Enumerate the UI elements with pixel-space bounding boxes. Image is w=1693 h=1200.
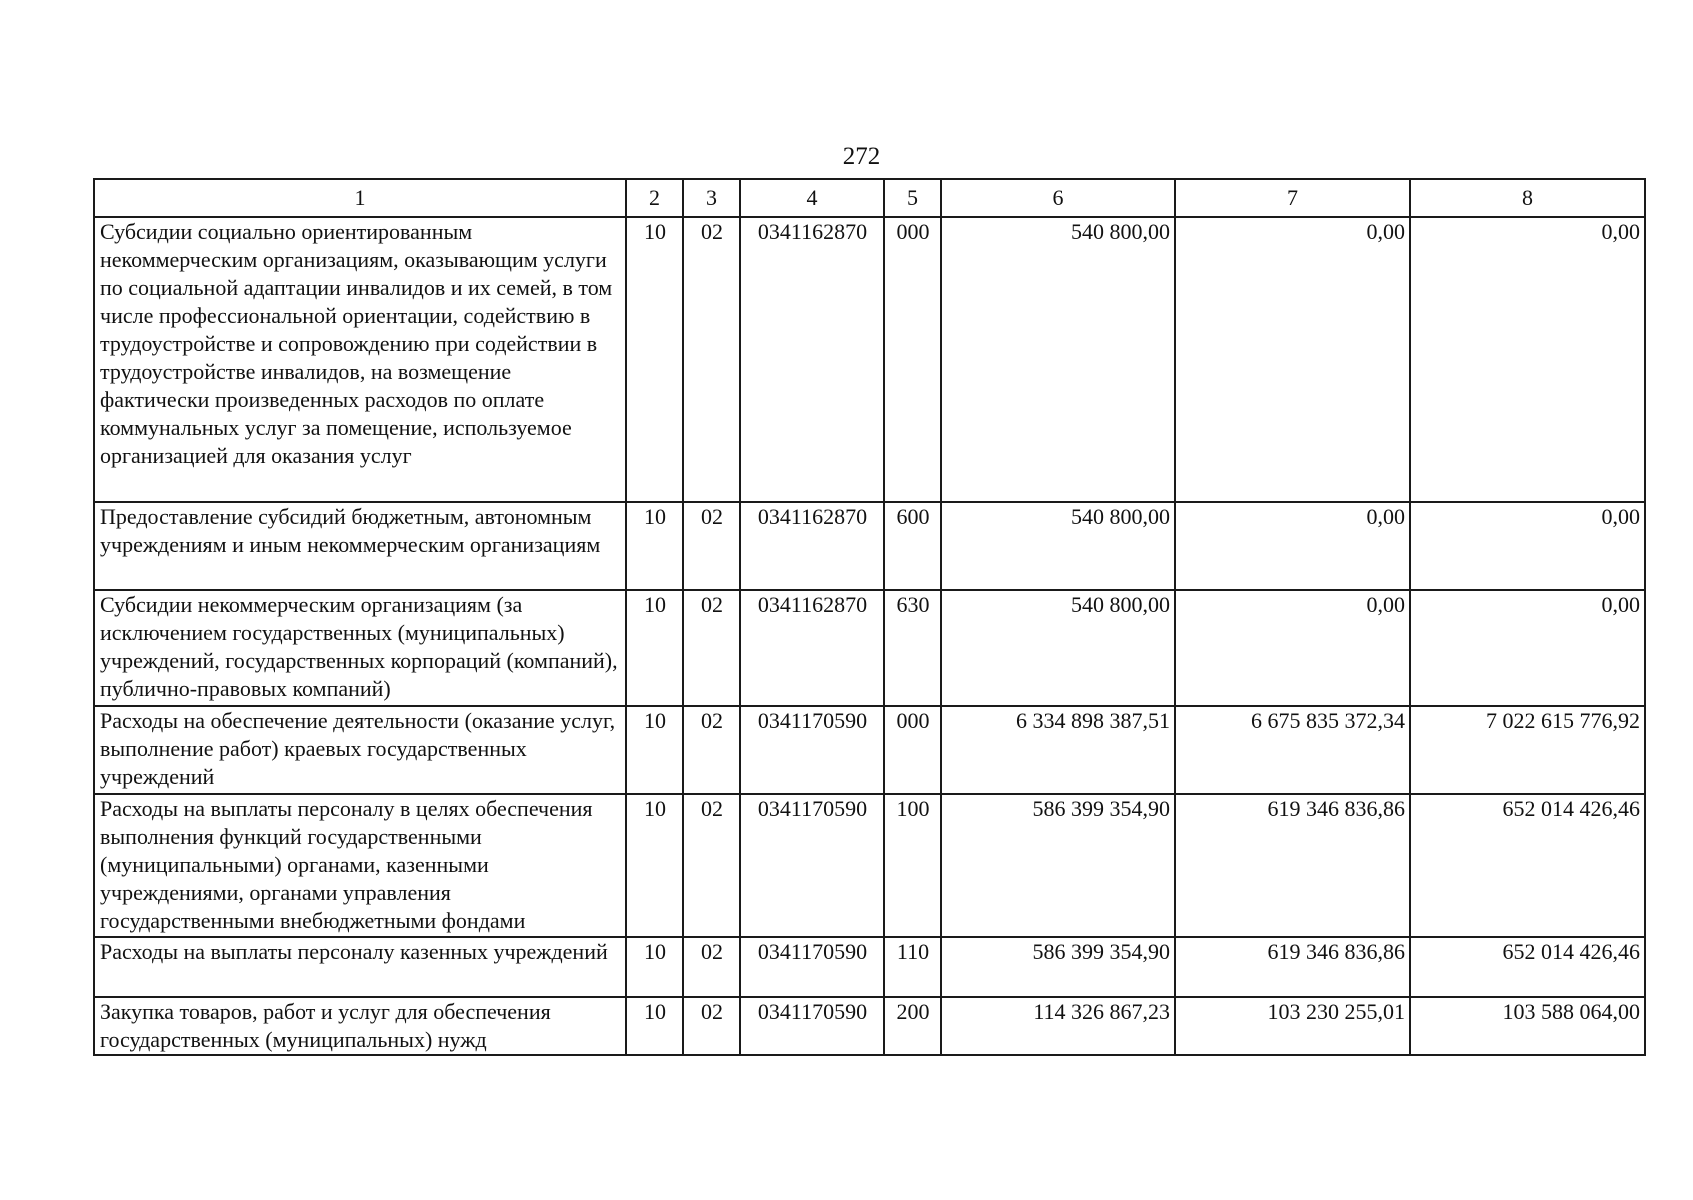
section-code: 10: [626, 217, 683, 502]
page-number: 272: [842, 143, 881, 170]
subsection-code: 02: [683, 937, 740, 997]
column-header-3: 3: [683, 179, 740, 217]
row-name: Субсидии социально ориентированным некоммерческим организациям, оказывающим услуги по социальной адаптации инвалидов и их семей, в том числе профессиональной ориентации, содействию в трудоустройстве и сопровождению при содействии в трудоустройстве инвалидов, на возмещение фактически произведенных расходов по оплате коммунальных услуг за помещение, используемое организацией для оказания услуг: [94, 217, 626, 502]
table-row: [94, 217, 1645, 502]
amount-col-7: 6 675 835 372,34: [1175, 706, 1410, 794]
column-header-8: 8: [1410, 179, 1645, 217]
subsection-code: 02: [683, 706, 740, 794]
amount-col-6: 540 800,00: [941, 590, 1175, 706]
table-row: [94, 794, 1645, 937]
row-name: Субсидии некоммерческим организациям (за исключением государственных (муниципальных) учреждений, государственных корпораций (компаний), публично-правовых компаний): [94, 590, 626, 706]
table-row: [94, 706, 1645, 794]
target-item-code: 0341162870: [740, 502, 884, 590]
amount-col-8: 0,00: [1410, 590, 1645, 706]
row-name: Расходы на выплаты персоналу казенных учреждений: [94, 937, 626, 997]
section-code: 10: [626, 502, 683, 590]
expense-type-code: 000: [884, 706, 941, 794]
amount-col-6: 6 334 898 387,51: [941, 706, 1175, 794]
amount-col-7: 0,00: [1175, 502, 1410, 590]
expense-type-code: 000: [884, 217, 941, 502]
column-header-5: 5: [884, 179, 941, 217]
budget-table: [93, 178, 1646, 1056]
subsection-code: 02: [683, 794, 740, 937]
expense-type-code: 200: [884, 997, 941, 1055]
target-item-code: 0341170590: [740, 997, 884, 1055]
subsection-code: 02: [683, 502, 740, 590]
subsection-code: 02: [683, 997, 740, 1055]
table-row: [94, 502, 1645, 590]
column-header-2: 2: [626, 179, 683, 217]
expense-type-code: 110: [884, 937, 941, 997]
amount-col-8: 652 014 426,46: [1410, 794, 1645, 937]
table-row: [94, 937, 1645, 997]
amount-col-8: 652 014 426,46: [1410, 937, 1645, 997]
amount-col-6: 540 800,00: [941, 217, 1175, 502]
amount-col-6: 586 399 354,90: [941, 937, 1175, 997]
target-item-code: 0341162870: [740, 590, 884, 706]
row-name: Расходы на выплаты персоналу в целях обеспечения выполнения функций государственными (муниципальными) органами, казенными учреждениями, органами управления государственными внебюджетными фондами: [94, 794, 626, 937]
target-item-code: 0341162870: [740, 217, 884, 502]
section-code: 10: [626, 997, 683, 1055]
section-code: 10: [626, 706, 683, 794]
section-code: 10: [626, 937, 683, 997]
amount-col-7: 0,00: [1175, 217, 1410, 502]
subsection-code: 02: [683, 217, 740, 502]
amount-col-6: 586 399 354,90: [941, 794, 1175, 937]
expense-type-code: 630: [884, 590, 941, 706]
expense-type-code: 100: [884, 794, 941, 937]
amount-col-7: 103 230 255,01: [1175, 997, 1410, 1055]
target-item-code: 0341170590: [740, 937, 884, 997]
amount-col-8: 7 022 615 776,92: [1410, 706, 1645, 794]
amount-col-6: 114 326 867,23: [941, 997, 1175, 1055]
amount-col-7: 619 346 836,86: [1175, 937, 1410, 997]
amount-col-7: 619 346 836,86: [1175, 794, 1410, 937]
column-header-4: 4: [740, 179, 884, 217]
column-header-7: 7: [1175, 179, 1410, 217]
header-row: [94, 179, 1645, 217]
target-item-code: 0341170590: [740, 706, 884, 794]
section-code: 10: [626, 590, 683, 706]
row-name: Закупка товаров, работ и услуг для обеспечения государственных (муниципальных) нужд: [94, 997, 626, 1055]
row-name: Расходы на обеспечение деятельности (оказание услуг, выполнение работ) краевых государственных учреждений: [94, 706, 626, 794]
target-item-code: 0341170590: [740, 794, 884, 937]
table-row: [94, 590, 1645, 706]
amount-col-7: 0,00: [1175, 590, 1410, 706]
amount-col-6: 540 800,00: [941, 502, 1175, 590]
table-row: [94, 997, 1645, 1055]
amount-col-8: 0,00: [1410, 217, 1645, 502]
amount-col-8: 0,00: [1410, 502, 1645, 590]
row-name: Предоставление субсидий бюджетным, автономным учреждениям и иным некоммерческим организациям: [94, 502, 626, 590]
expense-type-code: 600: [884, 502, 941, 590]
section-code: 10: [626, 794, 683, 937]
column-header-6: 6: [941, 179, 1175, 217]
column-header-1: 1: [94, 179, 626, 217]
amount-col-8: 103 588 064,00: [1410, 997, 1645, 1055]
subsection-code: 02: [683, 590, 740, 706]
